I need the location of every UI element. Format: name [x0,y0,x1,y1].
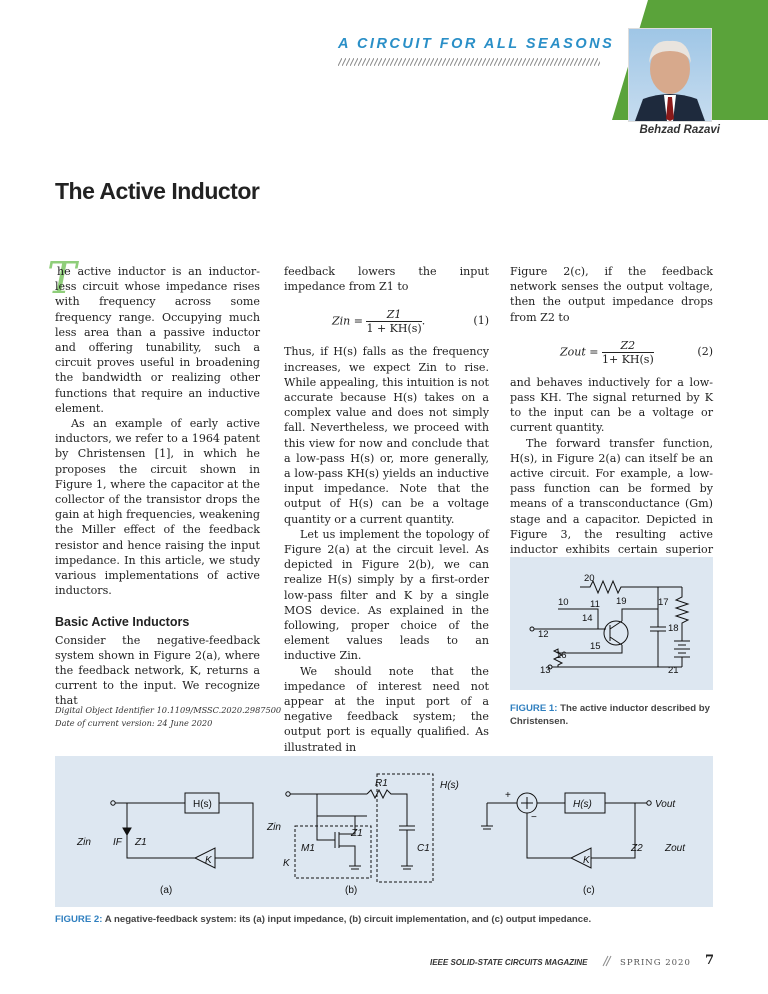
eq1-number: (1) [473,314,489,328]
col1-para-2: As an example of early active inductors, we refer to a 1964 patent by Christensen [1], in which he proposes the circuit shown in Figure 1, where the capacitor at the collector of the transistor drops the gain at high frequencies, weakening the Miller effect of the feedback resistor and hence raising the input impedance. In this article, we study various implementations of active inductors. [55,417,260,598]
col1-para-3: Consider the negative-feedback system shown in Figure 2(a), where the feedback network, K, returns a current to the input. We recognize that [55,633,260,708]
col2-para-1: feedback lowers the input impedance from Z1 to [284,265,489,294]
doi-line: Digital Object Identifier 10.1109/MSSC.2020.2987500 [55,705,282,715]
figure-1-caption-label: FIGURE 1: [510,703,558,714]
fig2c-H: H(s) [573,799,592,810]
fig2c-Z2: Z2 [631,843,643,854]
fig1-label-21: 21 [668,665,679,676]
column-2 [284,264,489,755]
col3-para-1: Figure 2(c), if the feedback network senses the output voltage, then the output impedance drops from Z2 to [510,265,713,324]
fig1-label-18: 18 [668,623,679,634]
fig1-label-20: 20 [584,573,595,584]
eq2-number: (2) [697,344,713,358]
author-photo [628,28,712,122]
fig2a-diagram [111,793,253,868]
eq1-lhs: Zin = [332,314,363,328]
footer-magazine: IEEE SOLID-STATE CIRCUITS MAGAZINE [430,958,588,967]
fig2c-Zout: Zout [665,843,686,854]
col3-para-3: The forward transfer function, H(s), in Figure 2(a) can itself be an active circuit. For example, a low-pass function can be formed by means of a transconductance (Gm) stage and a capacitor. Depicted in Figure 3, the resulting active inductor exhibits certain superior [510,436,713,557]
eq1-numerator: Z1 [366,308,421,322]
eq2-lhs: Zout = [560,345,599,359]
column-3 [510,264,713,572]
col3-para-2: and behaves inductively for a low-pass KH. The signal returned by K to the input can be a voltage or current quantity. [510,375,713,435]
header-hatch-rule [338,58,600,66]
fig2c-diagram [481,793,651,868]
fig2b-R1: R1 [375,778,388,789]
figure-2-caption-text: A negative-feedback system: its (a) input impedance, (b) circuit implementation, and (c) output impedance. [104,914,592,925]
fig2a-H: H(s) [193,799,212,810]
figure-1-caption [510,702,715,728]
fig1-label-16: 16 [556,650,567,661]
drop-cap: T [47,253,77,304]
equation-1 [284,300,489,344]
fig2a-tag: (a) [160,885,173,896]
fig2a-Zin: Zin [77,837,91,848]
fig1-label-15: 15 [590,641,601,652]
fig2c-minus: − [531,812,537,823]
figure-2-caption-label: FIGURE 2: [55,914,103,925]
footer-season: SPRING 2020 [620,958,691,968]
subhead-basic-active-inductors: Basic Active Inductors [55,615,190,630]
footer-slash-mark [601,955,613,967]
fig1-label-17: 17 [658,597,669,608]
figure-2-caption [55,914,715,925]
figure-2-schematics [55,756,713,907]
fig2c-tag: (c) [583,885,595,896]
col2-para-3: Let us implement the topology of Figure 2(a) at the circuit level. As depicted in Figure 2(b), we can realize H(s) simply by a first-order low-pass filter and K by a single MOS device. As explained in the following, proper choice of the element values leads to an inductive Zin. [284,527,489,663]
fig1-label-10: 10 [558,597,569,608]
fig1-label-12: 12 [538,629,549,640]
article-title: The Active Inductor [55,178,260,204]
figure-1-caption-text: The active inductor described by Christensen. [510,703,710,727]
fig1-label-19: 19 [616,596,627,607]
eq1-denominator: 1 + KH(s) [366,322,422,336]
column-title: A CIRCUIT FOR ALL SEASONS [338,36,615,52]
fig2b-Z1: Z1 [351,828,363,839]
figure-1-schematic [510,557,713,690]
fig2a-IF: IF [113,837,122,848]
fig2b-H: H(s) [440,780,459,791]
figure-1 [510,557,713,690]
fig1-label-13: 13 [540,665,551,676]
fig2c-K: K [583,855,590,866]
fig2a-K: K [205,855,212,866]
equation-2 [510,331,713,375]
fig2c-Vout: Vout [655,799,676,810]
eq1-tail: . [421,314,426,328]
fig2b-Zin: Zin [267,822,281,833]
col2-para-4: We should note that the impedance of interest need not appear at the input port of a negative feedback system; the output port is equally qualified. As illustrated in [284,664,489,754]
col2-para-2: Thus, if H(s) falls as the frequency increases, we expect Zin to rise. While appealing, this intuition is not accurate because H(s) takes on a complex value and does not simply fall. Nevertheless, we proceed with this view for now and conclude that a low-pass H(s) or, more generally, a low-pass KH(s) yields an inductive input impedance. Note that the output of H(s) can be a voltage quantity or a current quantity. [284,345,489,526]
eq2-numerator: Z2 [602,339,654,353]
fig2a-Z1: Z1 [135,837,147,848]
figure-2 [55,756,713,907]
date-line: Date of current version: 24 June 2020 [55,718,213,728]
fig2b-K: K [283,858,290,869]
page-number: 7 [705,953,715,968]
fig2b-C1: C1 [417,843,430,854]
fig2b-tag: (b) [345,885,358,896]
column-1 [47,253,260,709]
fig2c-plus: + [505,790,511,801]
author-name: Behzad Razavi [639,124,720,136]
col1-para-1: he active inductor is an inductor-less circuit whose impedance rises with frequency across some frequency range. Occupying much less area than a passive inductor and offering tunability, such a circuit proves useful in broadening the bandwidth or realizing other functions that require an inductive element. [55,265,260,415]
fig1-label-14: 14 [582,613,593,624]
fig2b-M1: M1 [301,843,315,854]
eq2-denominator: 1+ KH(s) [601,352,654,366]
fig1-label-11: 11 [590,599,600,610]
